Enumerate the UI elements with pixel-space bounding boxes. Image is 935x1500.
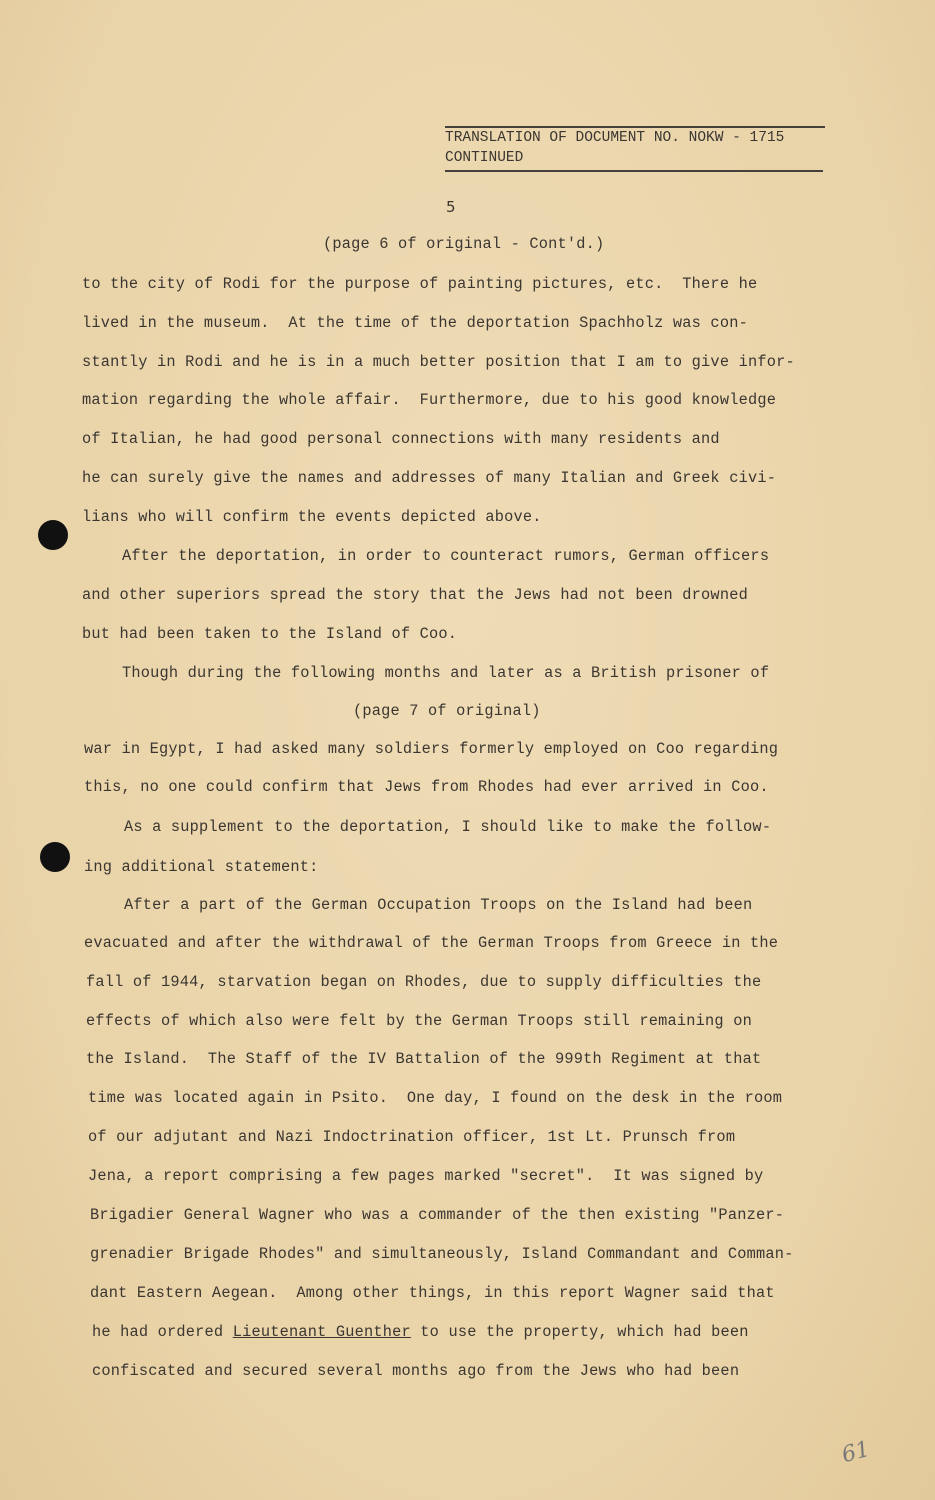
handwritten-mark: 61 [839,1436,873,1469]
punch-hole [40,842,70,872]
text-line: to the city of Rodi for the purpose of painting pictures, etc. There he [82,275,758,293]
header-continued: CONTINUED [445,150,524,166]
text-line: lians who will confirm the events depicted above. [82,508,542,526]
text-line: of Italian, he had good personal connections with many residents and [82,430,720,448]
text-line: this, no one could confirm that Jews from Rhodes had ever arrived in Coo. [84,778,769,796]
text-line: fall of 1944, starvation began on Rhodes, due to supply difficulties the [86,973,762,991]
text-line: dant Eastern Aegean. Among other things, in this report Wagner said that [90,1284,775,1302]
text-line: Though during the following months and later as a British prisoner of [122,664,770,682]
punch-hole [38,520,68,550]
text-line: evacuated and after the withdrawal of the German Troops from Greece in the [84,934,779,952]
text-line: and other superiors spread the story that the Jews had not been drowned [82,586,748,604]
text-line: (page 7 of original) [353,702,541,720]
header-title: TRANSLATION OF DOCUMENT NO. NOKW - 1715 [445,130,785,146]
text-line: Brigadier General Wagner who was a commander of the then existing "Panzer- [90,1206,785,1224]
text-line: he had ordered Lieutenant Guenther to use the property, which had been [92,1323,749,1341]
text-line: After a part of the German Occupation Troops on the Island had been [124,896,753,914]
text-line: Jena, a report comprising a few pages marked "secret". It was signed by [88,1167,764,1185]
text-line: grenadier Brigade Rhodes" and simultaneously, Island Commandant and Comman- [90,1245,794,1263]
text-line: As a supplement to the deportation, I should like to make the follow- [124,818,772,836]
text-line: lived in the museum. At the time of the deportation Spachholz was con- [82,314,748,332]
text-line: time was located again in Psito. One day, I found on the desk in the room [88,1089,783,1107]
text-line: of our adjutant and Nazi Indoctrination officer, 1st Lt. Prunsch from [88,1128,736,1146]
document-header [445,128,823,168]
text-line: the Island. The Staff of the IV Battalion of the 999th Regiment at that [86,1050,762,1068]
text-line: After the deportation, in order to counteract rumors, German officers [122,547,770,565]
text-line: confiscated and secured several months ago from the Jews who had been [92,1362,740,1380]
text-line: (page 6 of original - Cont'd.) [323,235,605,253]
text-line: ing additional statement: [84,858,319,876]
text-line: he can surely give the names and addresses of many Italian and Greek civi- [82,469,777,487]
text-line: effects of which also were felt by the German Troops still remaining on [86,1012,752,1030]
page-number: 5 [446,198,456,216]
text-line: but had been taken to the Island of Coo. [82,625,458,643]
text-line: stantly in Rodi and he is in a much better position that I am to give infor- [82,353,795,371]
header-rule-bottom [445,170,823,172]
text-line: war in Egypt, I had asked many soldiers formerly employed on Coo regarding [84,740,779,758]
text-line: mation regarding the whole affair. Furthermore, due to his good knowledge [82,391,777,409]
